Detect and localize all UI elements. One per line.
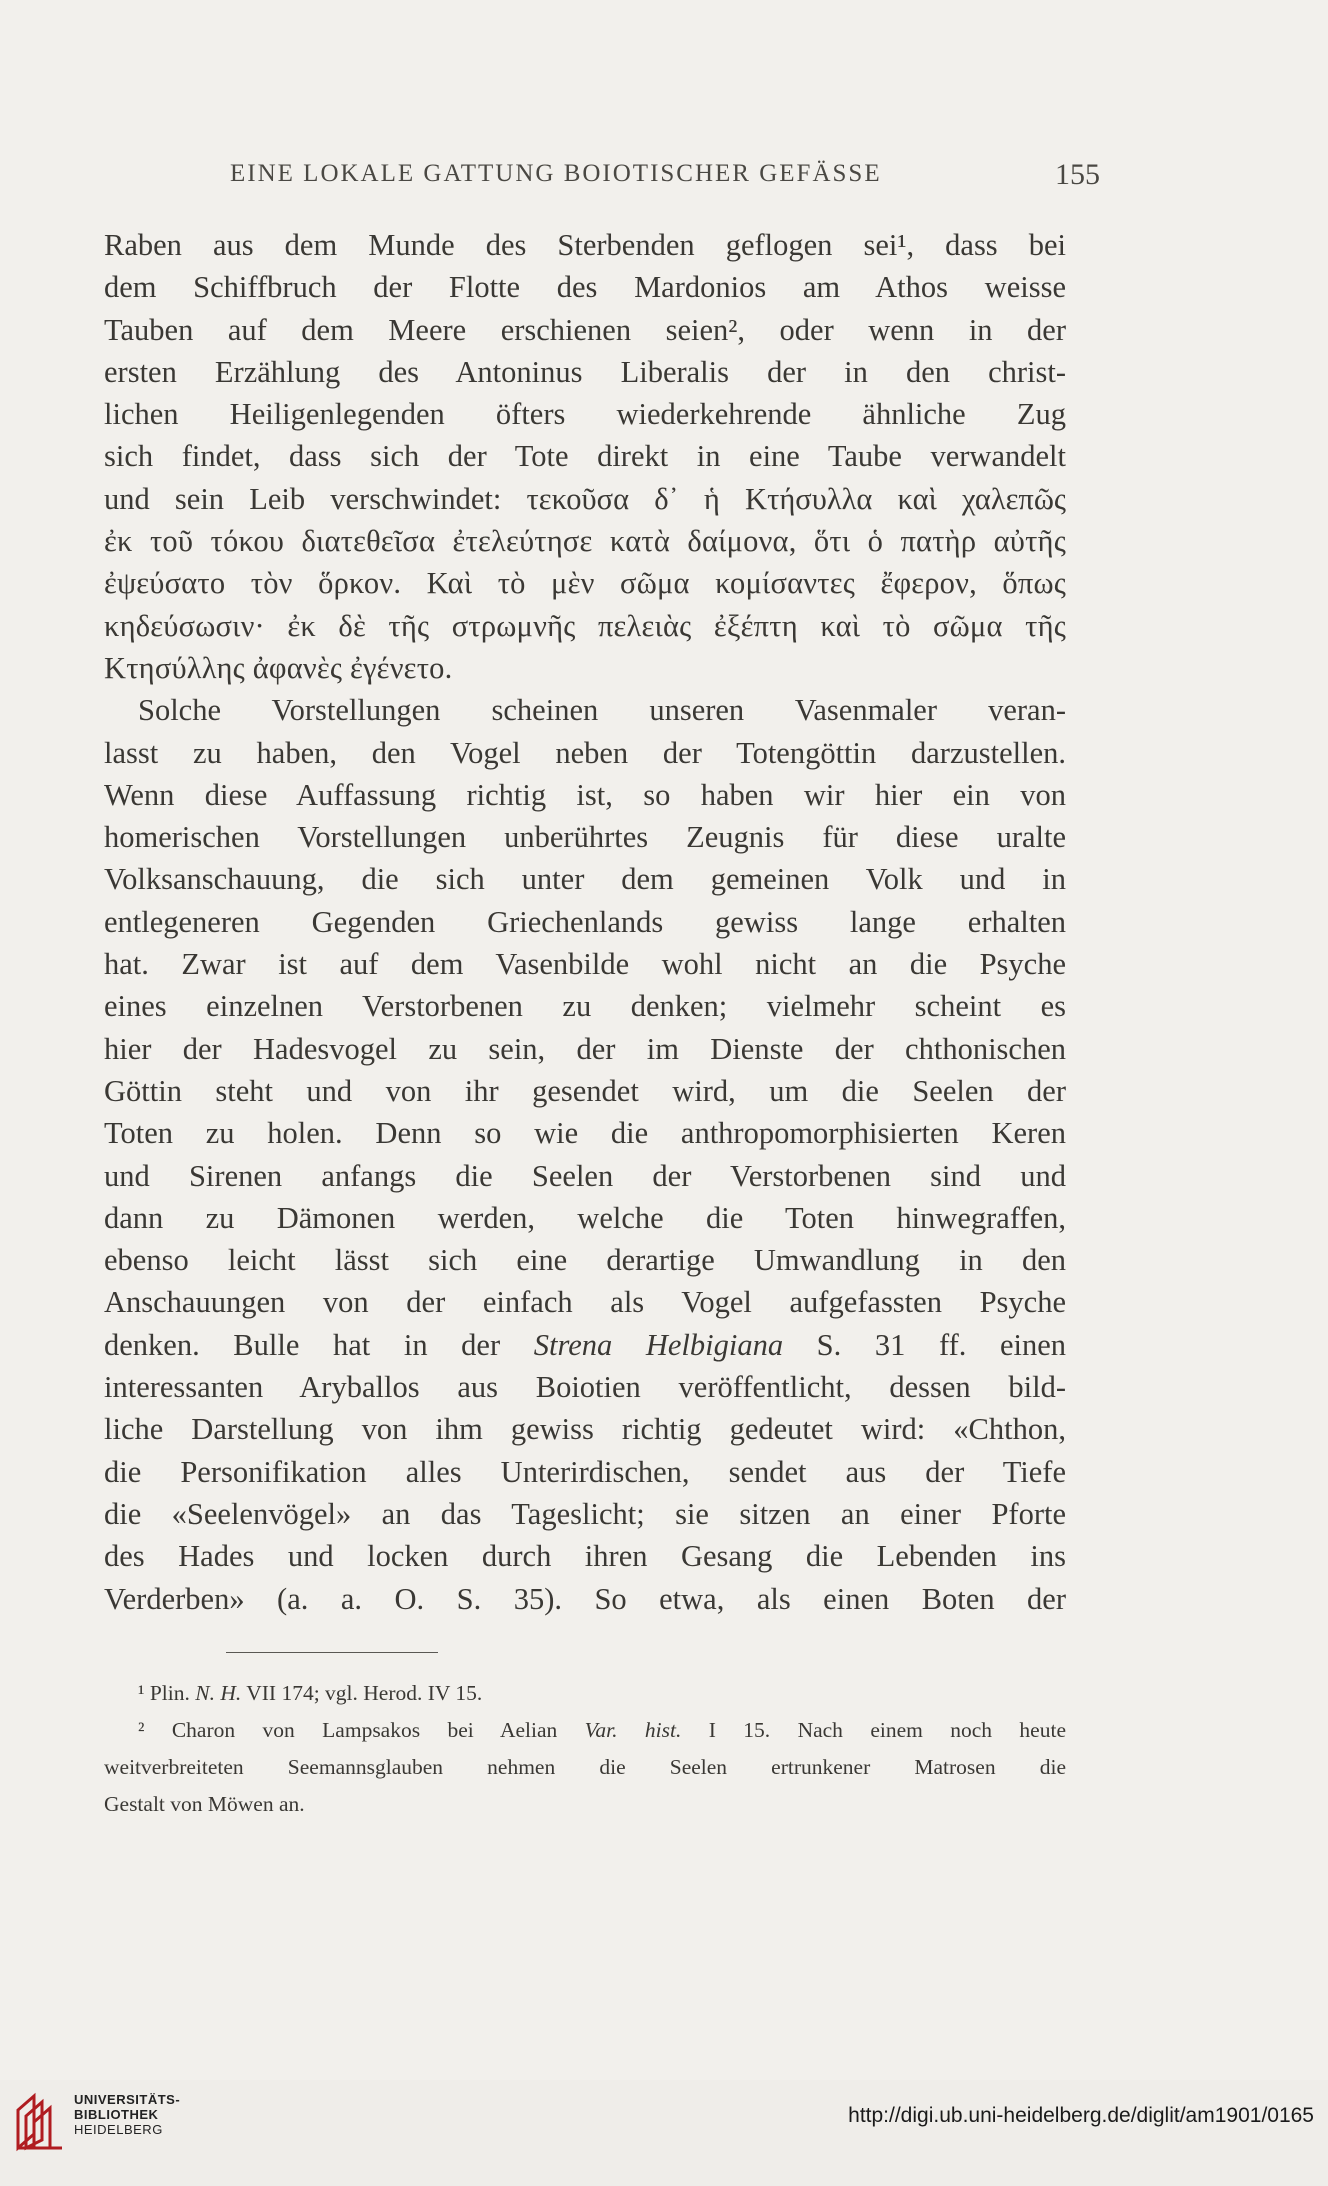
text-line-with-italic [104, 1324, 1066, 1366]
text-line: Verderben» (a. a. O. S. 35). So etwa, als einen Boten der [104, 1581, 1066, 1616]
text-line: Wenn diese Auffassung richtig ist, so haben wir hier ein von [104, 777, 1066, 812]
greek-text-line: ἐκ τοῦ τόκου διατεθεῖσα ἐτελεύτησε κατὰ δαίμονα, ὅτι ὁ πατὴρ αὐτῆς [104, 524, 1066, 559]
greek-text-line: κηδεύσωσιν· ἐκ δὲ τῆς στρωμνῆς πελειὰς ἐξέπτη καὶ τὸ σῶμα τῆς [104, 608, 1066, 643]
text-segment: ² Charon von Lampsakos bei Aelian [138, 1718, 585, 1742]
text-line: interessanten Aryballos aus Boiotien veröffentlicht, dessen bild- [104, 1370, 1066, 1405]
text-line: liche Darstellung von ihm gewiss richtig gedeutet wird: «Chthon, [104, 1412, 1066, 1447]
text-segment: denken. Bulle hat in der [104, 1327, 501, 1362]
text-line: und sein Leib verschwindet: τεκοῦσα δ᾽ ἡ Κτήσυλλα καὶ χαλεπῶς [104, 481, 1066, 516]
logo-line: BIBLIOTHEK [74, 2107, 159, 2122]
footnote-line: Gestalt von Möwen an. [104, 1792, 305, 1816]
page-number: 155 [1055, 158, 1100, 191]
footnote-line: weitverbreiteten Seemannsglauben nehmen die Seelen ertrunkener Matrosen die [104, 1755, 1066, 1779]
text-segment: ¹ Plin. [138, 1681, 196, 1705]
text-line: Göttin steht und von ihr gesendet wird, um die Seelen der [104, 1073, 1066, 1108]
source-url-link[interactable]: http://digi.ub.uni-heidelberg.de/diglit/am1901/0165 [848, 2104, 1314, 2127]
library-name [74, 2092, 180, 2137]
text-line: homerischen Vorstellungen unberührtes Zeugnis für diese uralte [104, 820, 1066, 855]
footnote-1 [104, 1675, 1066, 1712]
text-line: die «Seelenvögel» an das Tageslicht; sie sitzen an einer Pforte [104, 1496, 1066, 1531]
footnote-2 [104, 1712, 1066, 1749]
paragraph-start-line: Solche Vorstellungen scheinen unseren Vasenmaler veran- [138, 693, 1066, 728]
logo-line: UNIVERSITÄTS- [74, 2092, 181, 2107]
footnote-rule [226, 1652, 438, 1653]
body-text [104, 224, 1066, 1620]
italic-title: Strena Helbigiana [533, 1327, 784, 1362]
text-line: die Personifikation alles Unterirdischen, sendet aus der Tiefe [104, 1454, 1066, 1489]
text-line: Tauben auf dem Meere erschienen seien², oder wenn in der [104, 312, 1066, 347]
greek-text-line: Κτησύλλης ἀφανὲς ἐγένετο. [104, 650, 453, 685]
library-emblem-icon [14, 2092, 66, 2152]
text-line: ersten Erzählung des Antoninus Liberalis der in den christ- [104, 354, 1066, 389]
footnotes [104, 1675, 1066, 1823]
text-line: Toten zu holen. Denn so wie die anthropomorphisierten Keren [104, 1116, 1066, 1151]
text-line: Anschauungen von der einfach als Vogel aufgefassten Psyche [104, 1285, 1066, 1320]
text-line: des Hades und locken durch ihren Gesang die Lebenden ins [104, 1539, 1066, 1574]
greek-text-line: ἐψεύσατο τὸν ὅρκον. Καὶ τὸ μὲν σῶμα κομίσαντες ἔφερον, ὅπως [104, 566, 1066, 601]
text-line: sich findet, dass sich der Tote direkt in eine Taube verwandelt [104, 439, 1066, 474]
text-line: lichen Heiligenlegenden öfters wiederkehrende ähnliche Zug [104, 397, 1066, 432]
text-line: hier der Hadesvogel zu sein, der im Dienste der chthonischen [104, 1031, 1066, 1066]
text-line: ebenso leicht lässt sich eine derartige Umwandlung in den [104, 1243, 1066, 1278]
library-logo[interactable] [14, 2092, 274, 2162]
italic-abbrev: N. H. [195, 1681, 242, 1705]
text-line: Volksanschauung, die sich unter dem gemeinen Volk und in [104, 862, 1066, 897]
text-line: dann zu Dämonen werden, welche die Toten hinwegraffen, [104, 1200, 1066, 1235]
text-line: hat. Zwar ist auf dem Vasenbilde wohl nicht an die Psyche [104, 947, 1066, 982]
italic-abbrev: Var. hist. [584, 1718, 682, 1742]
text-line: dem Schiffbruch der Flotte des Mardonios am Athos weisse [104, 270, 1066, 305]
running-title: EINE LOKALE GATTUNG BOIOTISCHER GEFÄSSE [230, 160, 882, 187]
text-line: lasst zu haben, den Vogel neben der Totengöttin darzustellen. [104, 735, 1066, 770]
text-segment: I 15. Nach einem noch heute [681, 1718, 1066, 1742]
text-line: und Sirenen anfangs die Seelen der Verstorbenen sind und [104, 1158, 1066, 1193]
text-line: eines einzelnen Verstorbenen zu denken; vielmehr scheint es [104, 989, 1066, 1024]
text-segment: S. 31 ff. einen [783, 1327, 1067, 1362]
text-line: Raben aus dem Munde des Sterbenden geflogen sei¹, dass bei [104, 228, 1066, 262]
text-segment: VII 174; vgl. Herod. IV 15. [241, 1681, 483, 1705]
logo-line: HEIDELBERG [74, 2122, 163, 2137]
text-line: entlegeneren Gegenden Griechenlands gewiss lange erhalten [104, 904, 1066, 939]
